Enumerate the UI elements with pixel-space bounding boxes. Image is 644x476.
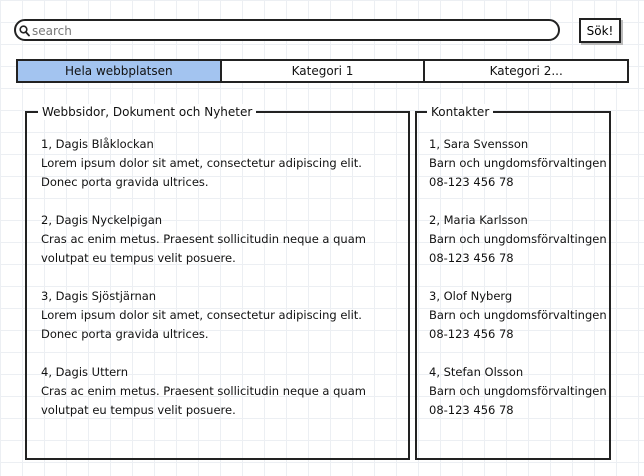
search-icon [19, 25, 30, 37]
contact-name[interactable]: 4, Stefan Olsson [429, 365, 524, 379]
result-item[interactable] [41, 287, 406, 344]
contact-department: Barn och ungdomsförvaltingen [429, 384, 607, 398]
contacts-panel [415, 105, 611, 460]
result-text: Cras ac enim metus. Praesent sollicitudin neque a quam [41, 232, 366, 246]
contact-department: Barn och ungdomsförvaltingen [429, 156, 607, 170]
result-text: Lorem ipsum dolor sit amet, consectetur adipiscing elit. [41, 308, 362, 322]
result-text: volutpat eu tempus velit posuere. [41, 403, 236, 417]
result-title[interactable]: 2, Dagis Nyckelpigan [41, 213, 163, 227]
result-item[interactable] [41, 363, 406, 420]
result-text: Lorem ipsum dolor sit amet, consectetur adipiscing elit. [41, 156, 362, 170]
search-input[interactable] [32, 22, 552, 39]
contact-name[interactable]: 1, Sara Svensson [429, 137, 529, 151]
result-text: volutpat eu tempus velit posuere. [41, 251, 236, 265]
search-box [14, 19, 560, 41]
contact-department: Barn och ungdomsförvaltingen [429, 232, 607, 246]
result-text: Cras ac enim metus. Praesent sollicitudin neque a quam [41, 384, 366, 398]
contact-phone: 08-123 456 78 [429, 251, 514, 265]
result-title[interactable]: 4, Dagis Uttern [41, 365, 128, 379]
result-text: Donec porta gravida ultrices. [41, 327, 209, 341]
contact-item[interactable] [429, 287, 607, 344]
contact-phone: 08-123 456 78 [429, 327, 514, 341]
search-button[interactable]: Sök! [579, 18, 621, 43]
results-panel-title: Webbsidor, Dokument och Nyheter [38, 104, 256, 120]
tab-hela-webbplatsen[interactable]: Hela webbplatsen [18, 61, 222, 81]
contact-item[interactable] [429, 211, 607, 268]
category-tabs [16, 59, 629, 83]
contacts-list [429, 135, 607, 439]
results-panel [25, 105, 410, 460]
contact-phone: 08-123 456 78 [429, 403, 514, 417]
contact-department: Barn och ungdomsförvaltingen [429, 308, 607, 322]
result-text: Donec porta gravida ultrices. [41, 175, 209, 189]
result-title[interactable]: 3, Dagis Sjöstjärnan [41, 289, 157, 303]
tab-kategori-2[interactable]: Kategori 2... [489, 64, 563, 78]
results-list [41, 135, 406, 439]
contact-phone: 08-123 456 78 [429, 175, 514, 189]
contact-item[interactable] [429, 363, 607, 420]
contact-name[interactable]: 2, Maria Karlsson [429, 213, 528, 227]
tab-kategori-1[interactable]: Kategori 1 [222, 61, 426, 81]
result-title[interactable]: 1, Dagis Blåklockan [41, 137, 154, 151]
result-item[interactable] [41, 211, 406, 268]
contact-item[interactable] [429, 135, 607, 192]
contact-name[interactable]: 3, Olof Nyberg [429, 289, 513, 303]
result-item[interactable] [41, 135, 406, 192]
contacts-panel-title: Kontakter [427, 104, 493, 120]
